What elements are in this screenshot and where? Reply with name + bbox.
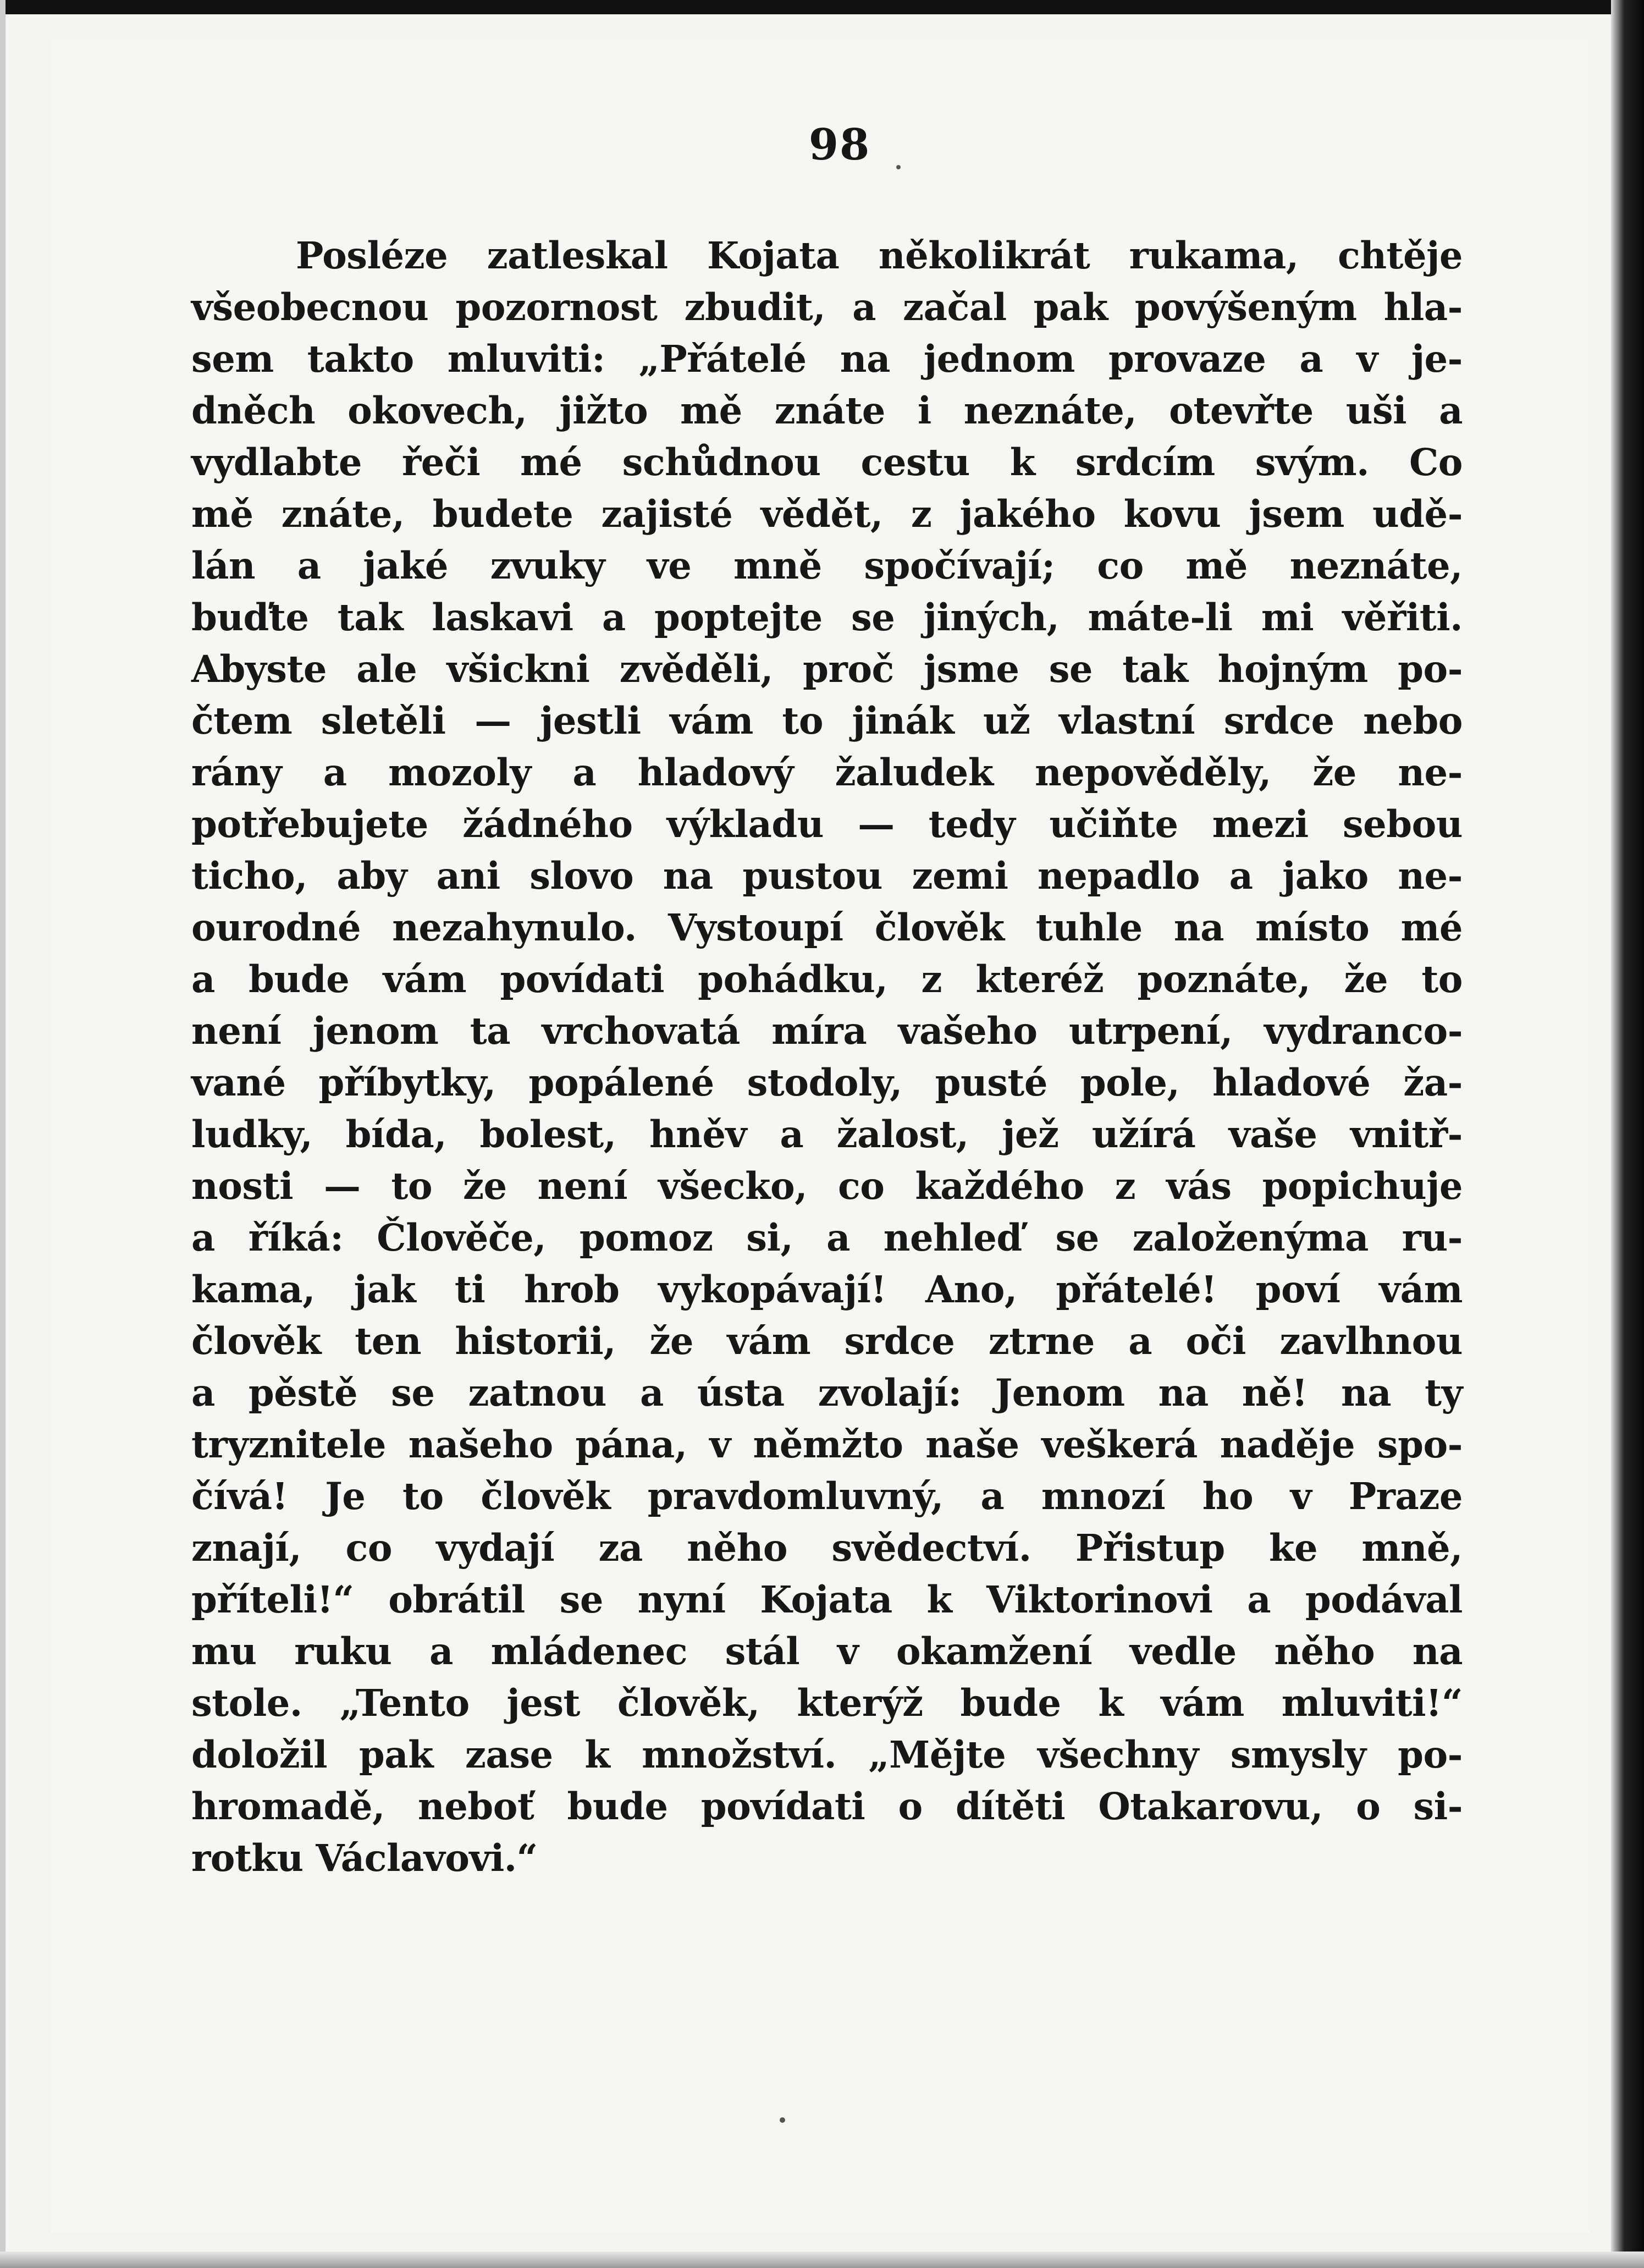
text-line: rány a mozoly a hladový žaludek nepověděly, že ne- bbox=[191, 751, 1463, 794]
text-line: a bude vám povídati pohádku, z kteréž poznáte, že to bbox=[191, 957, 1463, 1001]
scan-edge-bottom bbox=[0, 2252, 1644, 2268]
ink-speck bbox=[780, 2117, 785, 2123]
body-text bbox=[191, 230, 1463, 1884]
page-number: 98 bbox=[808, 120, 871, 170]
scan-edge-right bbox=[1611, 0, 1644, 2268]
text-line: a říká: Člověče, pomoz si, a nehleď se založenýma ru- bbox=[191, 1216, 1463, 1259]
text-line: ludky, bída, bolest, hněv a žalost, jež užírá vaše vnitř- bbox=[191, 1113, 1463, 1156]
text-line: ticho, aby ani slovo na pustou zemi nepadlo a jako ne- bbox=[191, 854, 1463, 898]
text-line: vydlabte řeči mé schůdnou cestu k srdcím svým. Co bbox=[191, 441, 1463, 484]
text-line: kama, jak ti hrob vykopávají! Ano, přátelé! poví vám bbox=[191, 1268, 1463, 1311]
text-line: Posléze zatleskal Kojata několikrát rukama, chtěje bbox=[296, 234, 1463, 277]
text-line: potřebujete žádného výkladu — tedy učiňte mezi sebou bbox=[191, 802, 1463, 846]
text-line: mě znáte, budete zajisté vědět, z jakého kovu jsem udě- bbox=[191, 492, 1463, 536]
text-line: znají, co vydají za něho svědectví. Přistup ke mně, bbox=[191, 1526, 1463, 1570]
text-line: a pěstě se zatnou a ústa zvolají: Jenom na ně! na ty bbox=[191, 1371, 1463, 1414]
text-line: všeobecnou pozornost zbudit, a začal pak povýšeným hla- bbox=[191, 285, 1463, 329]
text-line: mu ruku a mládenec stál v okamžení vedle něho na bbox=[191, 1630, 1463, 1673]
text-line: sem takto mluviti: „Přátelé na jednom provaze a v je- bbox=[191, 337, 1463, 381]
text-line: příteli!“ obrátil se nyní Kojata k Viktorinovi a podával bbox=[191, 1578, 1463, 1621]
text-line: Abyste ale všickni zvěděli, proč jsme se tak hojným po- bbox=[191, 647, 1463, 691]
text-line: není jenom ta vrchovatá míra vašeho utrpení, vydranco- bbox=[191, 1009, 1463, 1053]
scan-edge-left bbox=[0, 0, 5, 2268]
text-line: tryznitele našeho pána, v němžto naše veškerá naděje spo- bbox=[191, 1423, 1463, 1466]
ink-speck bbox=[896, 165, 901, 169]
text-line: hromadě, neboť bude povídati o dítěti Otakarovu, o si- bbox=[191, 1785, 1463, 1828]
scan-edge-top bbox=[0, 0, 1644, 14]
text-line: člověk ten historii, že vám srdce ztrne a oči zavlhnou bbox=[191, 1319, 1463, 1363]
text-line: ourodné nezahynulo. Vystoupí člověk tuhle na místo mé bbox=[191, 906, 1463, 949]
text-line: dněch okovech, jižto mě znáte i neznáte, otevřte uši a bbox=[191, 389, 1463, 432]
text-line: vané příbytky, popálené stodoly, pusté pole, hladové ža- bbox=[191, 1061, 1463, 1104]
text-line: čívá! Je to člověk pravdomluvný, a mnozí ho v Praze bbox=[191, 1474, 1463, 1518]
text-line: lán a jaké zvuky ve mně spočívají; co mě neznáte, bbox=[191, 544, 1463, 587]
text-line: čtem sletěli — jestli vám to jinák už vlastní srdce nebo bbox=[191, 699, 1463, 742]
text-line: stole. „Tento jest člověk, kterýž bude k vám mluviti!“ bbox=[191, 1681, 1463, 1725]
text-line: doložil pak zase k množství. „Mějte všechny smysly po- bbox=[191, 1733, 1463, 1776]
text-line: rotku Václavovi.“ bbox=[191, 1836, 538, 1880]
text-line: nosti — to že není všecko, co každého z vás popichuje bbox=[191, 1164, 1463, 1208]
text-line: buďte tak laskavi a poptejte se jiných, máte-li mi věřiti. bbox=[191, 596, 1463, 639]
